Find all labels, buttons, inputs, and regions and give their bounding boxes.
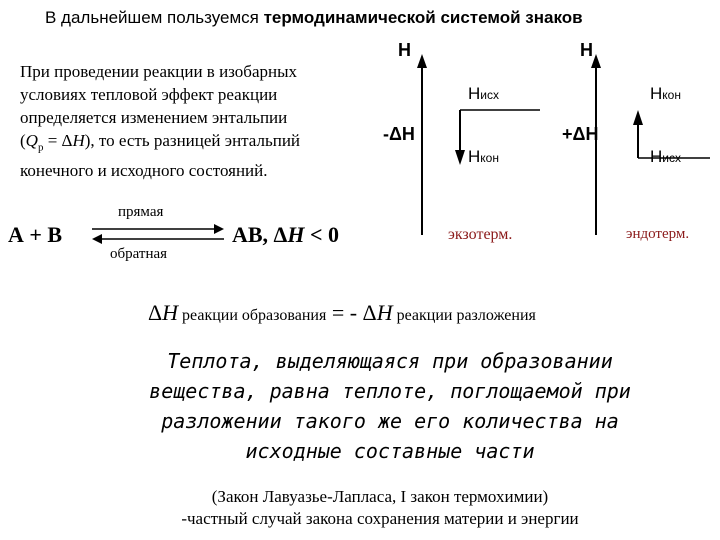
- exo-label: экзотерм.: [448, 226, 513, 243]
- para-text: (: [20, 131, 26, 150]
- law-line-1: (Закон Лавуазье-Лапласа, I закон термохимии): [211, 487, 549, 506]
- exo-delta-arrowhead: [455, 150, 465, 165]
- equilibrium-arrows: [88, 222, 228, 246]
- title-prefix: В дальнейшем пользуемся: [45, 8, 264, 27]
- reactants: А + В: [8, 222, 63, 247]
- law-line-2: -частный случай закона сохранения материи и энергии: [181, 509, 579, 528]
- formation-decomposition-equation: [148, 300, 536, 326]
- h-letter: H: [650, 84, 663, 103]
- rule-line-1: Теплота, выделяющаяся при образовании: [167, 349, 613, 373]
- endo-label: эндотерм.: [626, 226, 690, 242]
- endo-delta-label: +ΔH: [562, 124, 599, 144]
- forward-label: прямая: [118, 204, 164, 220]
- rule-line-4: исходные составные части: [245, 439, 535, 463]
- equals-text: = - Δ: [326, 300, 377, 325]
- exo-h-final: [468, 147, 499, 167]
- exo-axis-label: H: [398, 40, 411, 60]
- endo-axis-label: H: [580, 40, 593, 60]
- intro-paragraph: [20, 60, 370, 182]
- reverse-label: обратная: [110, 246, 168, 262]
- para-text: = Δ: [43, 131, 73, 150]
- q-symbol: Q: [25, 131, 38, 150]
- p-subscript: р: [37, 141, 44, 154]
- exo-axis-arrowhead: [417, 54, 427, 68]
- para-line-3: определяется изменением энтальпии: [20, 108, 288, 127]
- product-text: АВ, Δ: [232, 222, 288, 247]
- decomposition-text: реакции разложения: [392, 307, 536, 324]
- para-line-2: условиях тепловой эффект реакции: [20, 85, 278, 104]
- condition-text: < 0: [304, 222, 340, 247]
- forward-arrowhead: [214, 224, 224, 234]
- h-subscript: кон: [662, 88, 681, 102]
- reverse-arrowhead: [92, 234, 102, 244]
- para-text: ), то есть разницей энтальпий: [84, 131, 301, 150]
- h-letter: H: [650, 147, 663, 166]
- h-symbol: H: [376, 300, 393, 325]
- rule-statement: [80, 346, 700, 466]
- para-line-5: конечного и исходного состояний.: [20, 161, 268, 181]
- law-note: [100, 486, 660, 530]
- rule-line-2: вещества, равна теплоте, поглощаемой при: [149, 379, 631, 403]
- product-expression: [232, 222, 339, 248]
- h-letter: H: [468, 147, 481, 166]
- para-line-1: При проведении реакции в изобарных: [20, 62, 298, 81]
- h-subscript: исх: [662, 151, 681, 165]
- title-bold: термодинамической системой знаков: [263, 8, 583, 27]
- h-symbol: H: [72, 131, 85, 150]
- exo-delta-label: -ΔH: [383, 124, 415, 144]
- h-letter: H: [468, 84, 481, 103]
- delta-symbol: Δ: [148, 300, 163, 325]
- h-subscript: кон: [480, 151, 499, 165]
- para-line-4: [20, 129, 370, 159]
- endo-delta-arrowhead: [633, 110, 643, 125]
- formation-text: реакции образования: [178, 307, 327, 324]
- page-title: [45, 8, 583, 28]
- endo-h-final: [650, 84, 681, 104]
- endo-h-initial: [650, 147, 681, 167]
- h-subscript: исх: [480, 88, 499, 102]
- h-symbol: H: [162, 300, 179, 325]
- exo-h-initial: [468, 84, 499, 104]
- h-symbol: H: [287, 222, 305, 247]
- rule-line-3: разложении такого же его количества на: [161, 409, 619, 433]
